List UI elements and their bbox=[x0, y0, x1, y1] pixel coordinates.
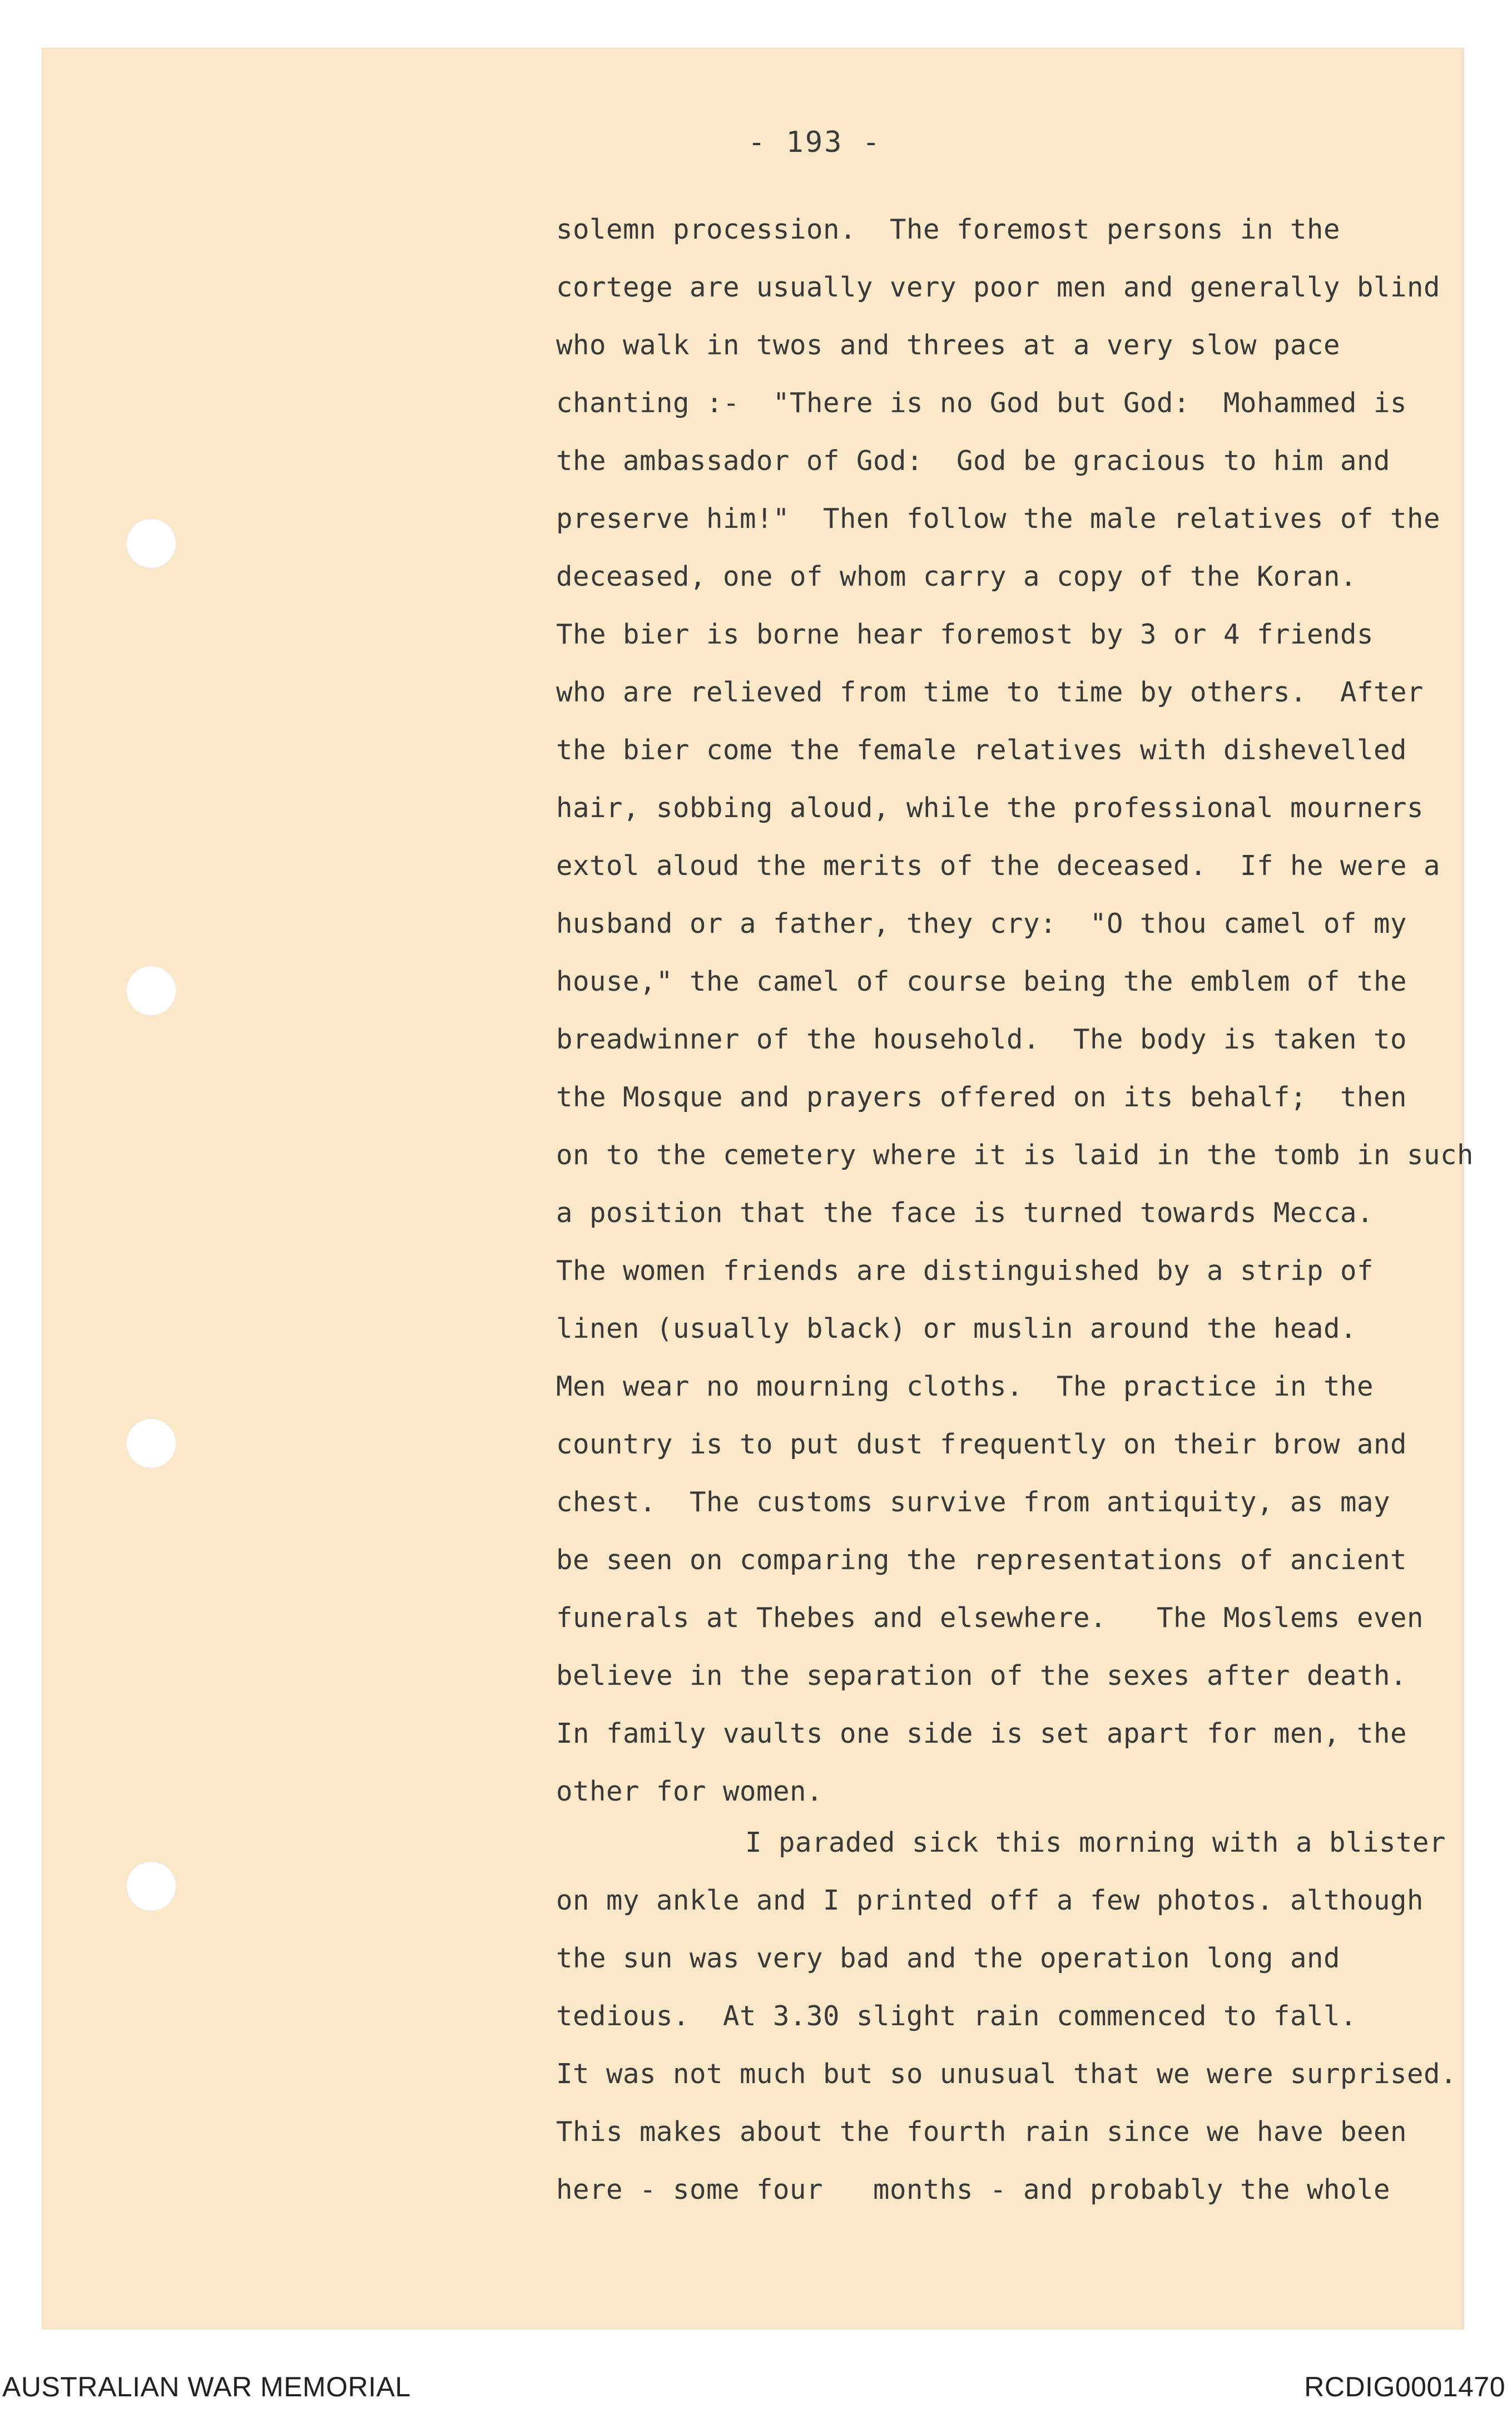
text-line: Men wear no mourning cloths. The practice in the bbox=[556, 1371, 1374, 1402]
text-line: other for women. bbox=[556, 1776, 824, 1807]
text-line: deceased, one of whom carry a copy of the Koran. bbox=[556, 561, 1357, 592]
text-line: husband or a father, they cry: "O thou camel of my bbox=[556, 908, 1407, 940]
punch-hole bbox=[126, 1861, 176, 1911]
punch-hole bbox=[126, 966, 176, 1016]
text-line: who are relieved from time to time by others. After bbox=[556, 676, 1424, 708]
text-line: linen (usually black) or muslin around the head. bbox=[556, 1313, 1357, 1344]
text-line: on my ankle and I printed off a few photos. although bbox=[556, 1885, 1424, 1916]
document-page bbox=[42, 48, 1474, 2330]
text-line: the sun was very bad and the operation long and bbox=[556, 1942, 1341, 1974]
text-line: on to the cemetery where it is laid in the tomb in such bbox=[556, 1139, 1474, 1171]
text-line: country is to put dust frequently on their brow and bbox=[556, 1428, 1407, 1460]
punch-hole bbox=[126, 518, 176, 568]
text-line: the bier come the female relatives with dishevelled bbox=[556, 734, 1407, 766]
text-line: This makes about the fourth rain since we have been bbox=[556, 2116, 1407, 2148]
text-line: funerals at Thebes and elsewhere. The Moslems even bbox=[556, 1602, 1424, 1634]
text-line: house," the camel of course being the emblem of the bbox=[556, 966, 1407, 997]
punch-hole bbox=[126, 1418, 176, 1468]
text-line: In family vaults one side is set apart for men, the bbox=[556, 1718, 1407, 1749]
text-line: The women friends are distinguished by a strip of bbox=[556, 1255, 1374, 1287]
text-line: a position that the face is turned towards Mecca. bbox=[556, 1197, 1374, 1229]
text-line: cortege are usually very poor men and generally blind bbox=[556, 271, 1441, 303]
footer-institution: AUSTRALIAN WAR MEMORIAL bbox=[2, 2371, 411, 2402]
text-line: chanting :- "There is no God but God: Mohammed is bbox=[556, 387, 1407, 419]
text-line: extol aloud the merits of the deceased. If he were a bbox=[556, 850, 1441, 882]
text-line: hair, sobbing aloud, while the professional mourners bbox=[556, 792, 1424, 824]
page-number: - 193 - bbox=[747, 126, 882, 159]
text-line: the ambassador of God: God be gracious to him and bbox=[556, 445, 1391, 477]
typed-text-body bbox=[556, 201, 1501, 2219]
text-line: believe in the separation of the sexes after death. bbox=[556, 1660, 1407, 1692]
text-line: breadwinner of the household. The body is taken to bbox=[556, 1023, 1407, 1055]
text-line: tedious. At 3.30 slight rain commenced to fall. bbox=[556, 2000, 1357, 2032]
text-line: solemn procession. The foremost persons in the bbox=[556, 214, 1341, 245]
text-line: be seen on comparing the representations of ancient bbox=[556, 1544, 1407, 1576]
text-line: the Mosque and prayers offered on its behalf; then bbox=[556, 1081, 1407, 1113]
text-line: who walk in twos and threes at a very slow pace bbox=[556, 329, 1341, 361]
text-line: chest. The customs survive from antiquity, as may bbox=[556, 1486, 1391, 1518]
text-line: I paraded sick this morning with a blister bbox=[745, 1827, 1446, 1858]
text-line: The bier is borne hear foremost by 3 or 4 friends bbox=[556, 619, 1374, 650]
text-line: It was not much but so unusual that we were surprised. bbox=[556, 2058, 1458, 2090]
text-line: preserve him!" Then follow the male relatives of the bbox=[556, 503, 1441, 535]
footer-record-id: RCDIG0001470 bbox=[1304, 2371, 1505, 2402]
text-line: here - some four months - and probably the whole bbox=[556, 2174, 1391, 2206]
